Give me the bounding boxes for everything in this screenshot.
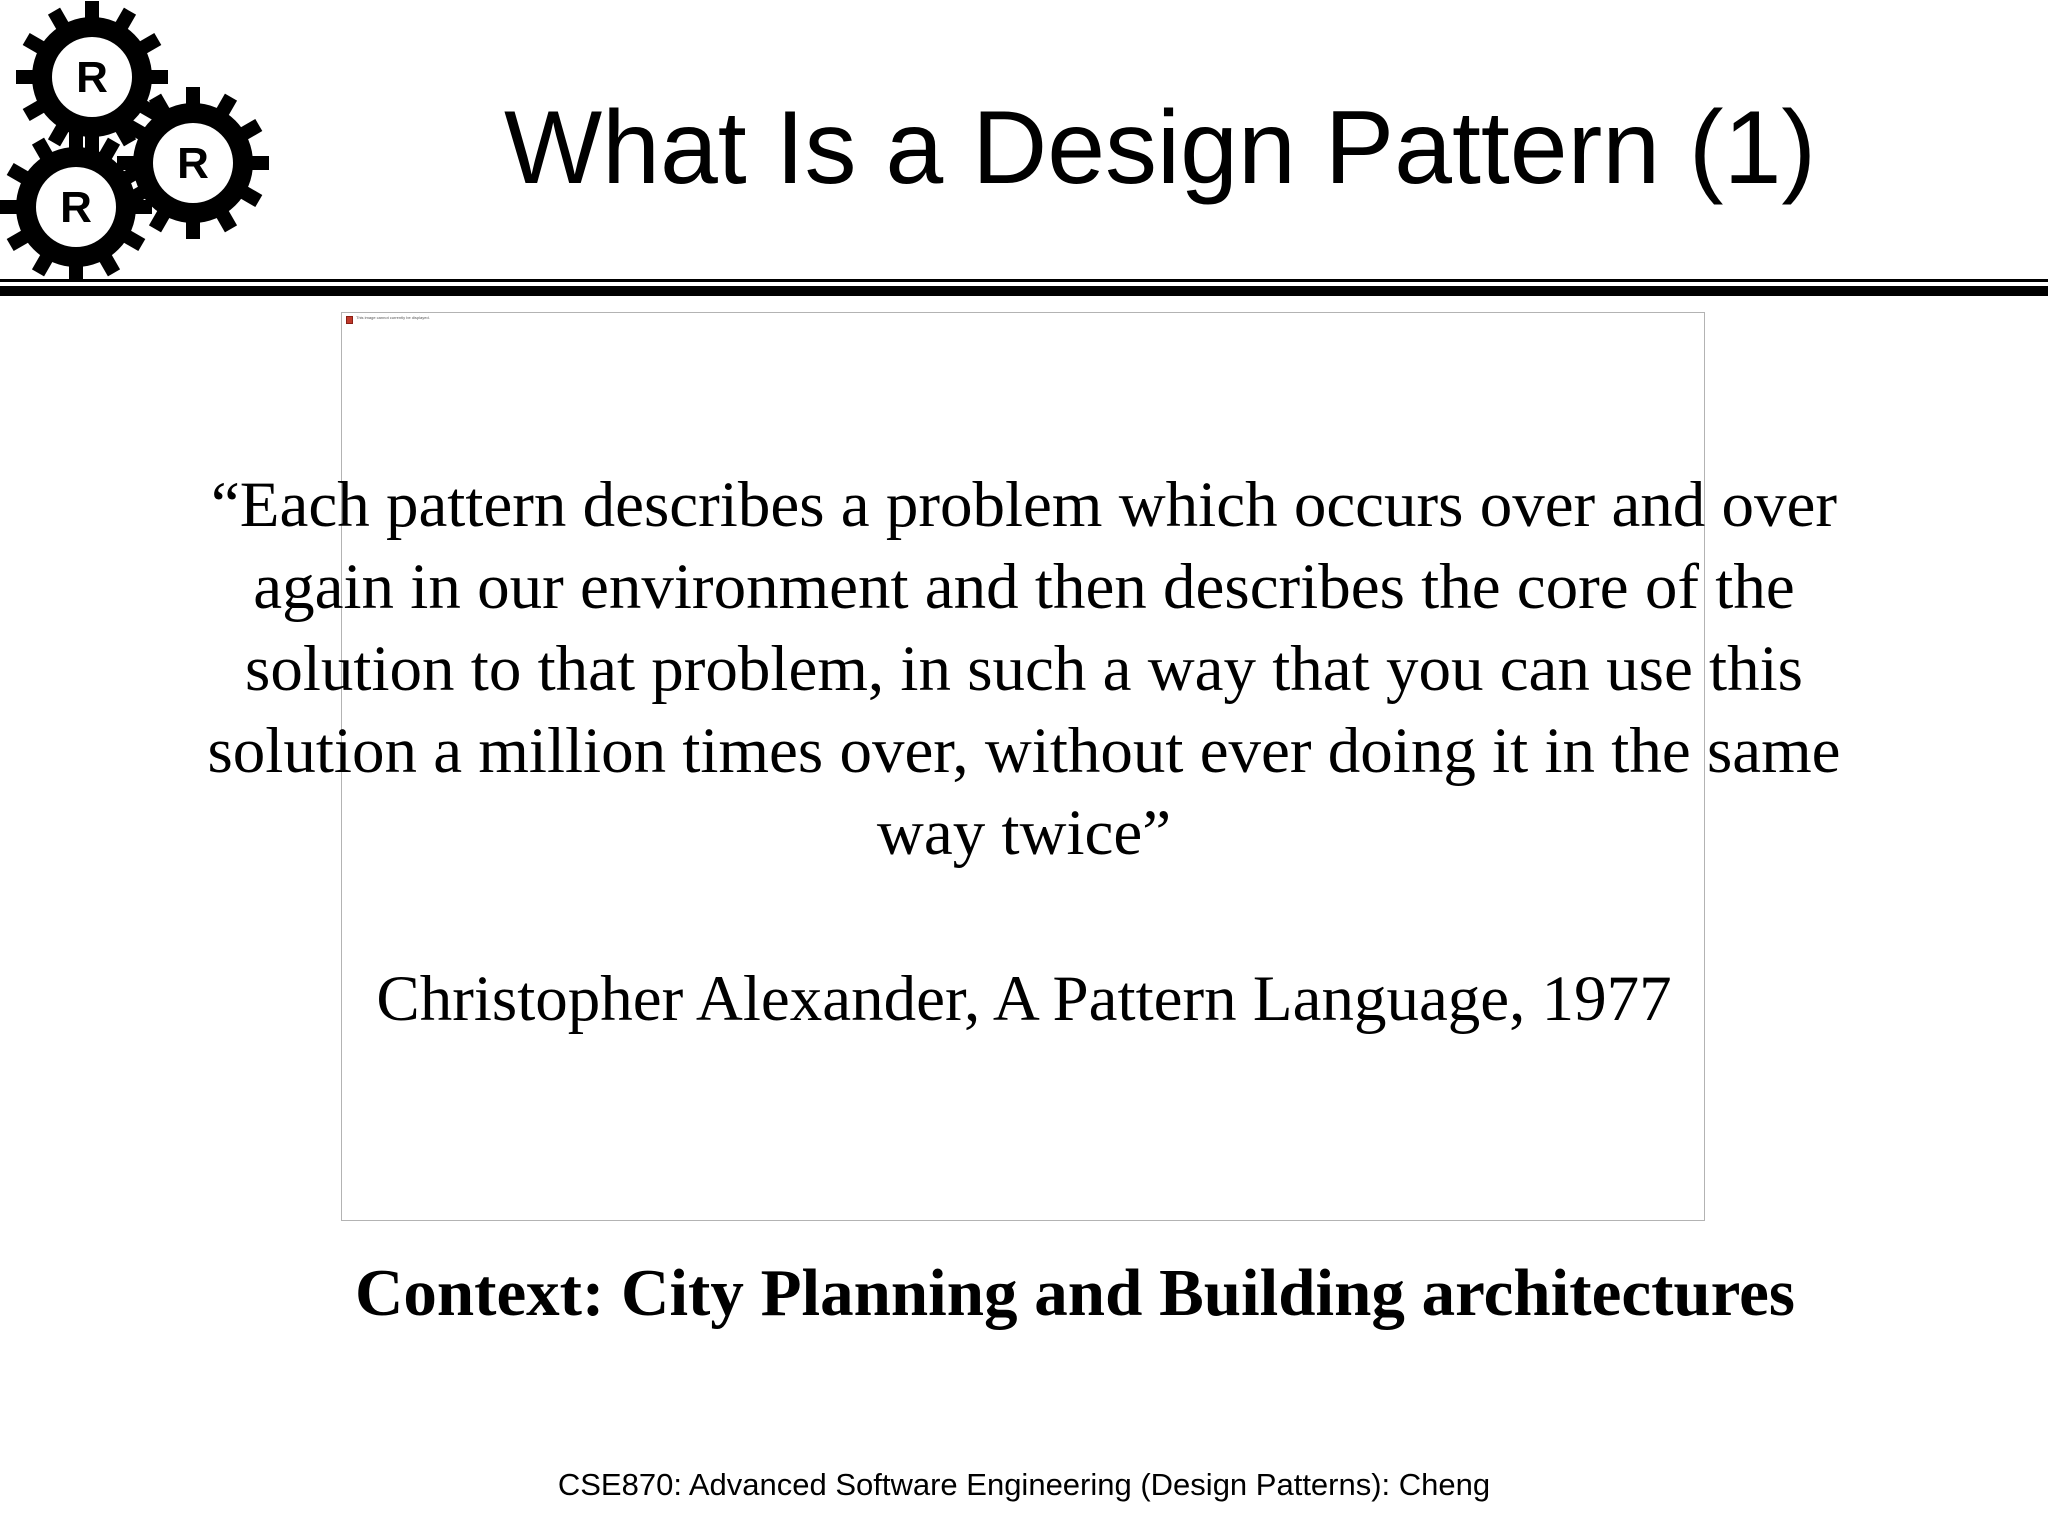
title-divider-thin bbox=[0, 279, 2048, 282]
gear-letter-top: R bbox=[76, 53, 108, 102]
quote-line: solution to that problem, in such a way that you can use this bbox=[245, 633, 1803, 705]
context-statement: Context: City Planning and Building architectures bbox=[354, 1256, 1795, 1330]
quote-attribution: Christopher Alexander, A Pattern Language, 1977 bbox=[376, 963, 1672, 1035]
quote-line: solution a million times over, without ever doing it in the same bbox=[207, 715, 1841, 787]
quote-line: “Each pattern describes a problem which occurs over and over bbox=[210, 469, 1838, 541]
quote bbox=[140, 464, 1908, 874]
slide-footer: CSE870: Advanced Software Engineering (Design Patterns): Cheng bbox=[557, 1467, 1491, 1502]
gear-letter-right: R bbox=[177, 139, 209, 188]
title-divider-thick bbox=[0, 286, 2048, 296]
slide-title: What Is a Design Pattern (1) bbox=[503, 90, 1817, 206]
quote-line: way twice” bbox=[876, 797, 1172, 869]
gears-logo-icon bbox=[0, 0, 280, 280]
broken-image-icon bbox=[346, 316, 353, 324]
broken-image-text: This image cannot currently be displayed. bbox=[356, 315, 430, 320]
quote-line: again in our environment and then describes the core of the bbox=[253, 551, 1795, 623]
gear-letter-bottom: R bbox=[60, 183, 92, 232]
